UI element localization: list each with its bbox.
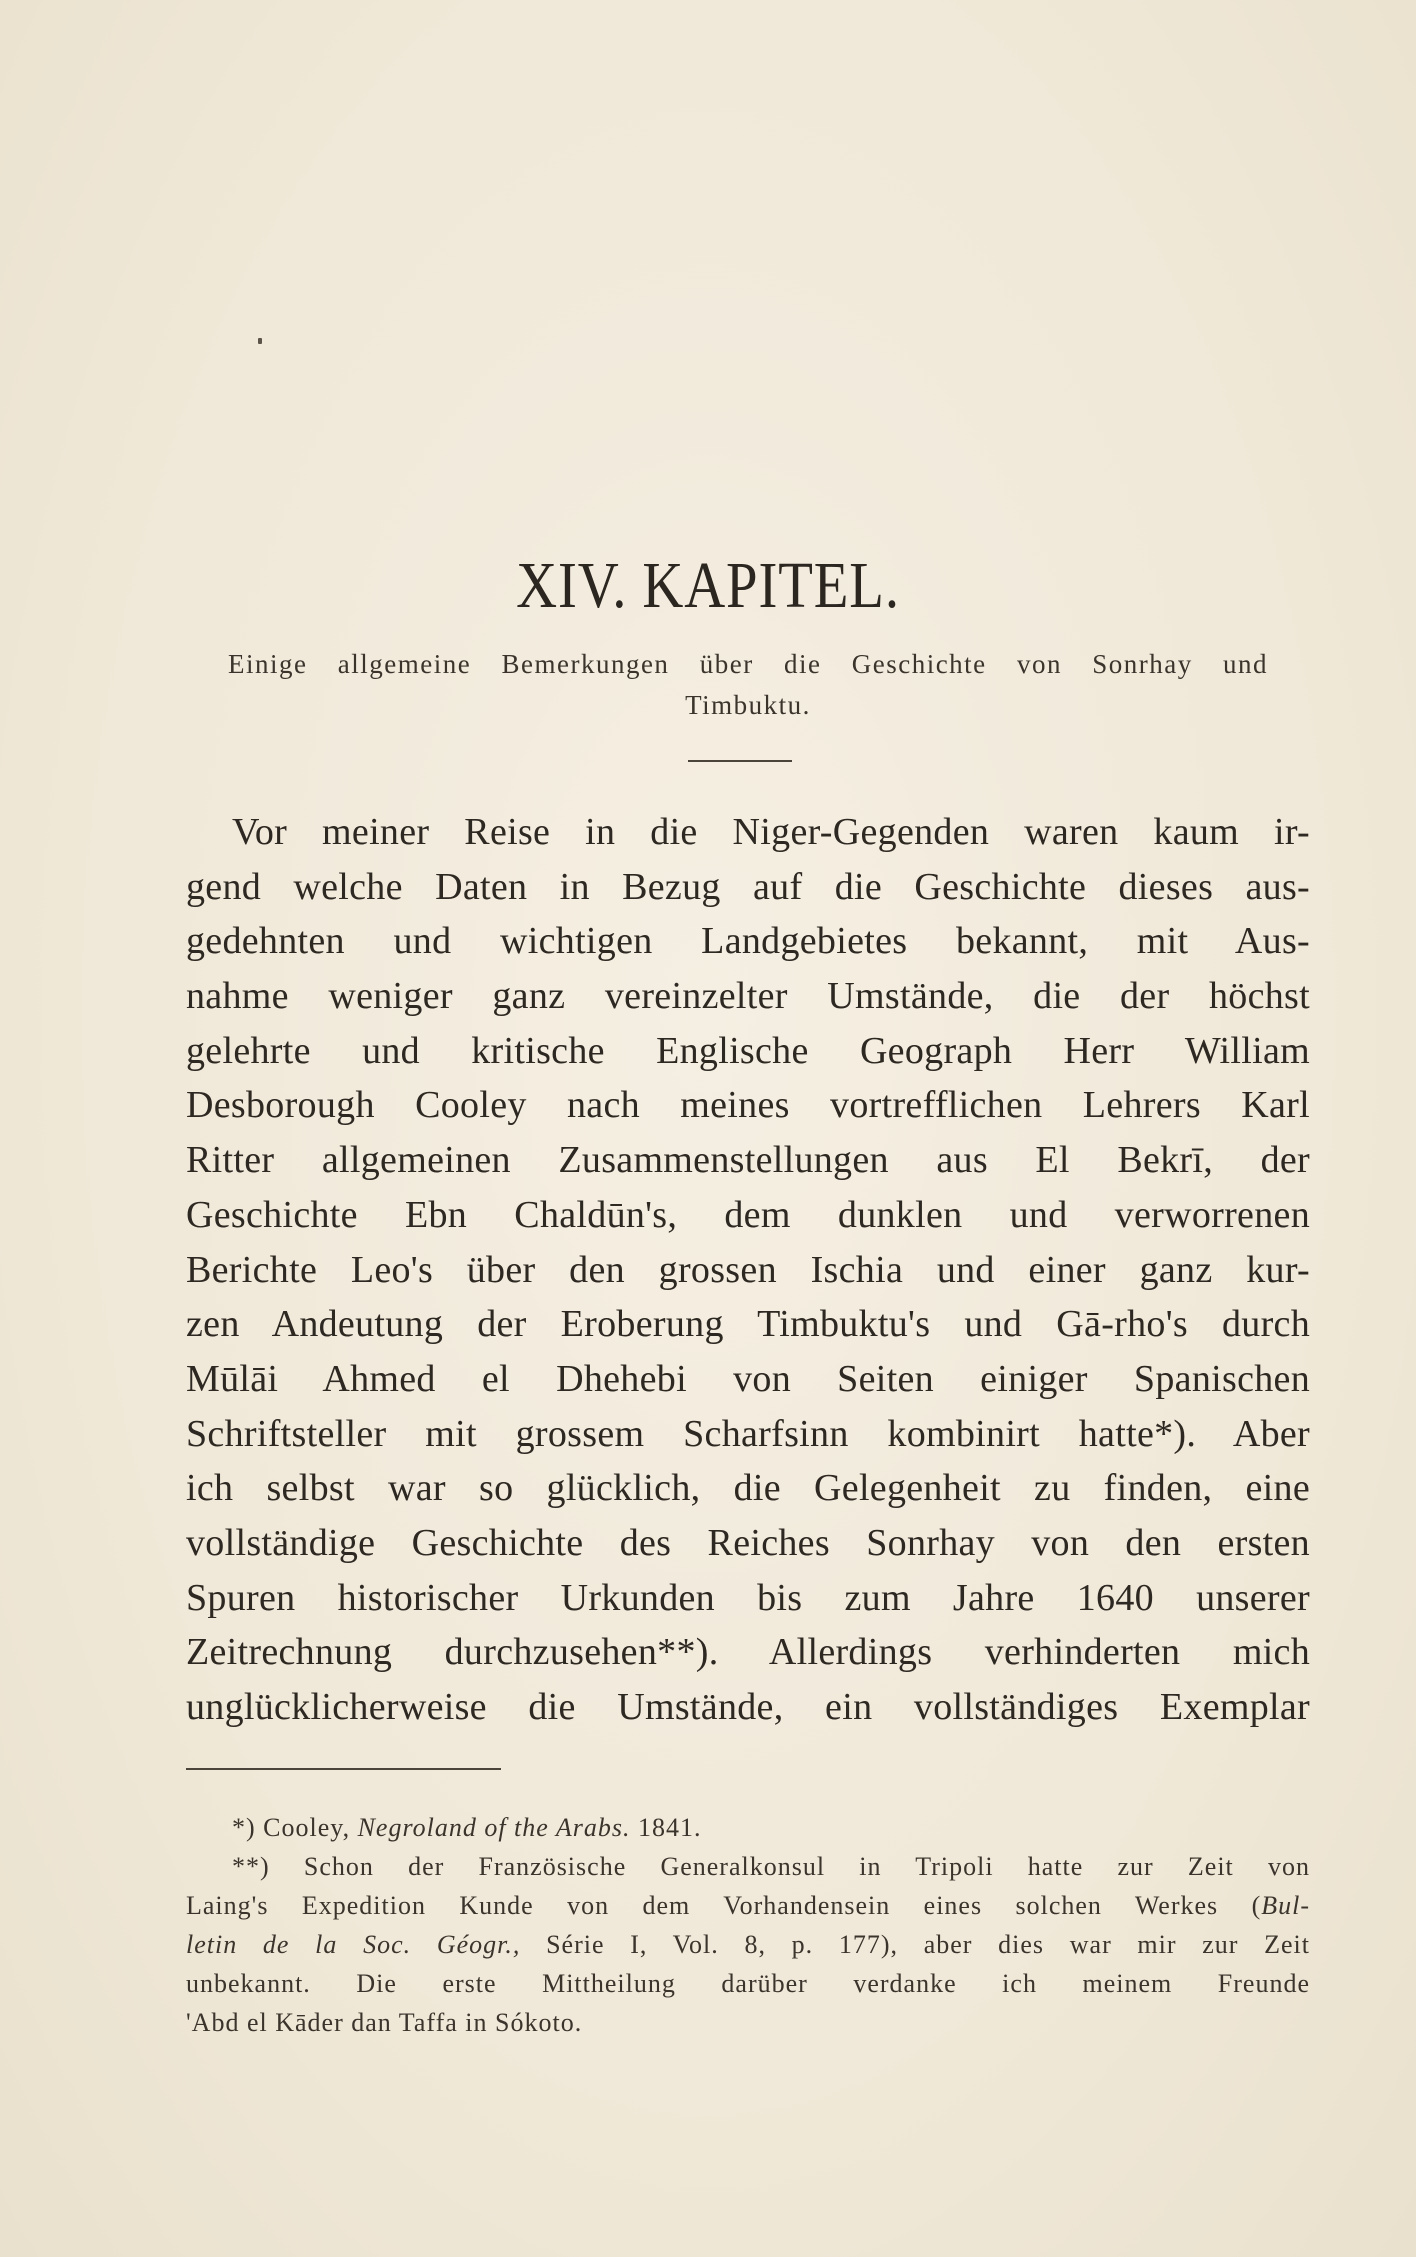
text-line: gend welche Daten in Bezug auf die Geschichte dieses aus- — [186, 865, 1310, 908]
text-line: Zeitrechnung durchzusehen**). Allerdings verhinderten mich — [186, 1631, 1310, 1674]
chapter-title: XIV. KAPITEL. — [516, 549, 900, 622]
footnote-2-line — [186, 1886, 1310, 1925]
footnote-title: Negroland of the Arabs. — [357, 1813, 631, 1842]
ink-speck — [258, 338, 262, 344]
text-line: gelehrte und kritische Englische Geograph Herr William — [186, 1029, 1310, 1072]
text-line: Berichte Leo's über den grossen Ischia und einer ganz kur- — [186, 1248, 1310, 1291]
footnote-title: Bul- — [1261, 1891, 1310, 1920]
text-line: Vor meiner Reise in die Niger-Gegenden waren kaum ir- — [232, 811, 1310, 853]
text-line: nahme weniger ganz vereinzelter Umstände, die der höchst — [186, 975, 1310, 1018]
footnote-divider — [186, 1768, 501, 1770]
footnote-text: Laing's Expedition Kunde von dem Vorhandensein eines solchen Werkes ( — [186, 1891, 1262, 1920]
text-line: ich selbst war so glücklich, die Gelegenheit zu finden, eine — [186, 1467, 1310, 1510]
subtitle-line: Timbuktu. — [685, 690, 811, 720]
subtitle-line: Einige allgemeine Bemerkungen über die Geschichte von Sonrhay und — [228, 649, 1268, 679]
text-line: Spuren historischer Urkunden bis zum Jahre 1640 unserer — [186, 1576, 1310, 1619]
footnote-2-line: **) Schon der Französische Generalkonsul in Tripoli hatte zur Zeit von — [232, 1852, 1310, 1881]
footnote-text: 1841. — [630, 1813, 702, 1842]
footnotes — [186, 1808, 1310, 2042]
bleed-through-text — [180, 115, 1300, 171]
footnote-title: letin de la Soc. Géogr., — [186, 1930, 521, 1959]
footnote-text: Série I, Vol. 8, p. 177), aber dies war mir zur Zeit — [520, 1930, 1311, 1959]
footnote-1 — [186, 1808, 1310, 1847]
text-line: Desborough Cooley nach meines vortrefflichen Lehrers Karl — [186, 1084, 1310, 1127]
text-line: unglücklicherweise die Umstände, ein vollständiges Exemplar — [186, 1686, 1310, 1728]
footnote-2-line: 'Abd el Kāder dan Taffa in Sókoto. — [186, 2008, 583, 2037]
chapter-subtitle — [228, 644, 1268, 726]
text-line: Schriftsteller mit grossem Scharfsinn kombinirt hatte*). Aber — [186, 1412, 1310, 1455]
text-line: vollständige Geschichte des Reiches Sonrhay von den ersten — [186, 1521, 1310, 1564]
text-line: zen Andeutung der Eroberung Timbuktu's und Gā-rho's durch — [186, 1303, 1310, 1346]
footnote-2-line — [186, 1925, 1310, 1964]
footnote-2-line: unbekannt. Die erste Mittheilung darüber verdanke ich meinem Freunde — [186, 1969, 1310, 1998]
text-line: Mūlāi Ahmed el Dhehebi von Seiten einiger Spanischen — [186, 1357, 1310, 1400]
footnote-text: *) Cooley, — [232, 1813, 358, 1842]
title-divider — [688, 760, 792, 762]
body-paragraph — [186, 805, 1310, 1735]
text-line: Ritter allgemeinen Zusammenstellungen aus El Bekrī, der — [186, 1139, 1310, 1182]
text-line: Geschichte Ebn Chaldūn's, dem dunklen und verworrenen — [186, 1193, 1310, 1236]
text-line: gedehnten und wichtigen Landgebietes bekannt, mit Aus- — [186, 920, 1310, 963]
